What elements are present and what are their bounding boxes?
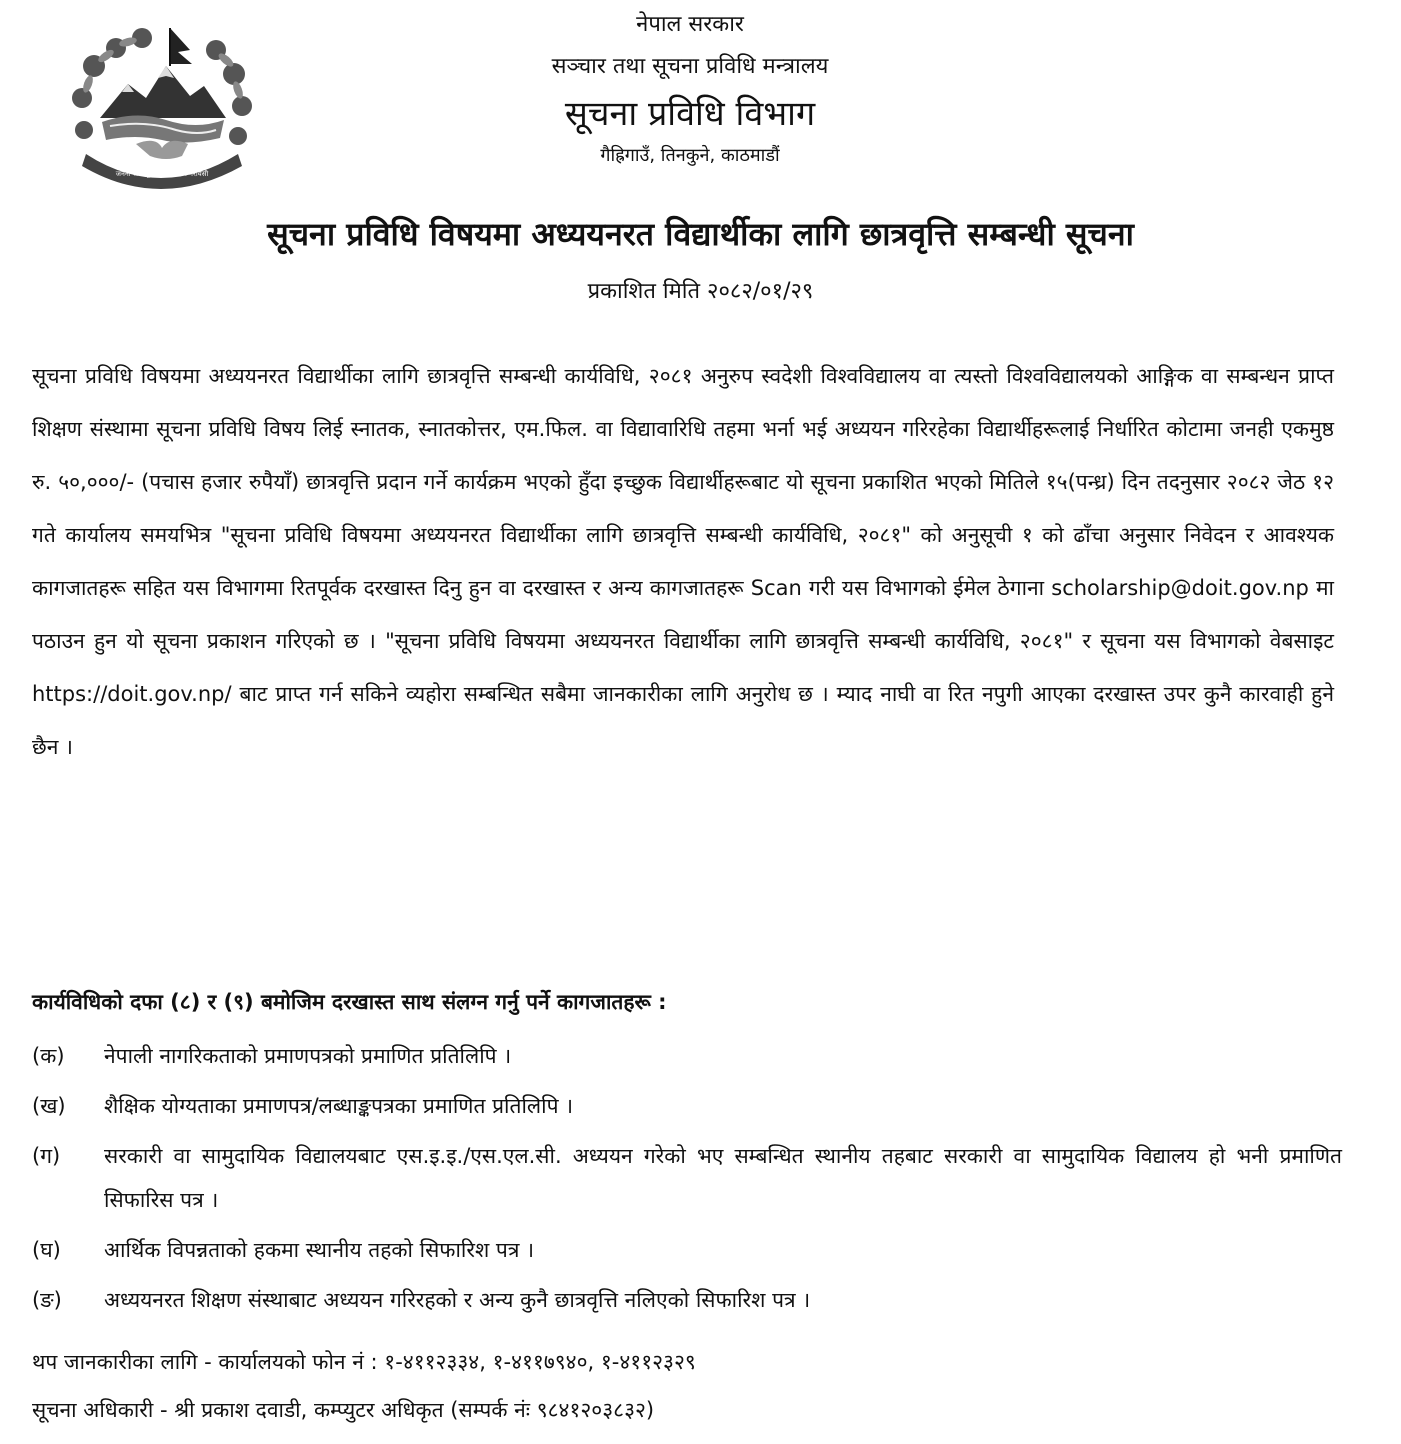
government-name: नेपाल सरकार <box>636 12 744 37</box>
notice-title: सूचना प्रविधि विषयमा अध्ययनरत विद्यार्थीका लागि छात्रवृत्ति सम्बन्धी सूचना <box>267 215 1134 253</box>
government-emblem <box>66 26 254 194</box>
list-marker: (ख) <box>32 1094 66 1118</box>
list-item-text: अध्ययनरत शिक्षण संस्थाबाट अध्ययन गरिरहको र अन्य कुनै छात्रवृत्ति नलिएको सिफारिश पत्र । <box>104 1288 811 1312</box>
contact-info <box>32 1338 1352 1434</box>
department-name: सूचना प्रविधि विभाग <box>564 94 816 134</box>
list-item-text: सरकारी वा सामुदायिक विद्यालयबाट एस.इ.इ./एस.एल.सी. अध्ययन गरेको भए सम्बन्धित स्थानीय तहबाट सरकारी वा सामुदायिक विद्यालय हो भनी प्रमाणित सिफारिस पत्र । <box>104 1144 1342 1212</box>
list-item-text: शैक्षिक योग्यताका प्रमाणपत्र/लब्धाङ्कपत्रका प्रमाणित प्रतिलिपि । <box>104 1094 574 1118</box>
letterhead <box>300 10 1080 168</box>
office-address: गैह्रिगाउँ, तिनकुने, काठमाडौं <box>600 145 780 166</box>
documents-list <box>32 1034 1342 1328</box>
information-officer-line: सूचना अधिकारी - श्री प्रकाश दवाडी, कम्प्युटर अधिकृत (सम्पर्क नंः ९८४१२०३८३२) <box>32 1398 655 1422</box>
list-item <box>32 1134 1342 1222</box>
list-item <box>32 1034 1342 1078</box>
list-marker: (क) <box>32 1044 65 1068</box>
list-item-text: आर्थिक विपन्नताको हकमा स्थानीय तहको सिफारिश पत्र । <box>104 1238 535 1262</box>
list-marker: (ग) <box>32 1144 61 1168</box>
notice-body: सूचना प्रविधि विषयमा अध्ययनरत विद्यार्थीका लागि छात्रवृत्ति सम्बन्धी कार्यविधि, २०८१ अनुरुप स्वदेशी विश्वविद्यालय वा त्यस्तो विश्वविद्यालयको आङ्गिक वा सम्बन्धन प्राप्त शिक्षण संस्थामा सूचना प्रविधि विषय लिई स्नातक, स्नातकोत्तर, एम.फिल. वा विद्यावारिधि तहमा भर्ना भई अध्ययन गरिरहेका विद्यार्थीहरूलाई निर्धारित कोटामा जनही एकमुष्ठ रु. ५०,०००/- (पचास हजार रुपैयाँ) छात्रवृत्ति प्रदान गर्ने कार्यक्रम भएको हुँदा इच्छुक विद्यार्थीहरूबाट यो सूचना प्रकाशित भएको मितिले १५(पन्ध्र) दिन तदनुसार २०८२ जेठ १२ गते कार्यालय समयभित्र "सूचना प्रविधि विषयमा अध्ययनरत विद्यार्थीका लागि छात्रवृत्ति सम्बन्धी कार्यविधि, २०८१" को अनुसूची १ को ढाँचा अनुसार निवेदन र आवश्यक कागजातहरू सहित यस विभागमा रितपूर्वक दरखास्त दिनु हुन वा दरखास्त र अन्य कागजातहरू Scan गरी यस विभागको ईमेल ठेगाना scholarship@doit.gov.np मा पठाउन हुन यो सूचना प्रकाशन गरिएको छ । "सूचना प्रविधि विषयमा अध्ययनरत विद्यार्थीका लागि छात्रवृत्ति सम्बन्धी कार्यविधि, २०८१" र सूचना यस विभागको वेबसाइट https://doit.gov.np/ बाट प्राप्त गर्न सकिने व्यहोरा सम्बन्धित सबैमा जानकारीका लागि अनुरोध छ । म्याद नाघी वा रित नपुगी आएका दरखास्त उपर कुनै कारवाही हुने छैन । <box>32 364 1334 759</box>
documents-heading: कार्यविधिको दफा (८) र (९) बमोजिम दरखास्त साथ संलग्न गर्नु पर्ने कागजातहरू : <box>32 990 667 1014</box>
list-item-text: नेपाली नागरिकताको प्रमाणपत्रको प्रमाणित प्रतिलिपि । <box>104 1044 512 1068</box>
ministry-name: सञ्चार तथा सूचना प्रविधि मन्त्रालय <box>551 54 829 79</box>
list-item <box>32 1278 1342 1322</box>
published-date: प्रकाशित मिति २०८२/०१/२९ <box>587 279 814 304</box>
list-marker: (घ) <box>32 1238 61 1262</box>
list-item <box>32 1228 1342 1272</box>
office-phone-line: थप जानकारीका लागि - कार्यालयको फोन नं : १-४११२३३४, १-४११७९४०, १-४११२३२९ <box>32 1350 696 1374</box>
list-marker: (ङ) <box>32 1288 62 1312</box>
svg-text:जननी जन्मभूमिश्च स्वर्गादपि गर: जननी जन्मभूमिश्च स्वर्गादपि गरीयसी <box>115 170 209 178</box>
list-item <box>32 1084 1342 1128</box>
